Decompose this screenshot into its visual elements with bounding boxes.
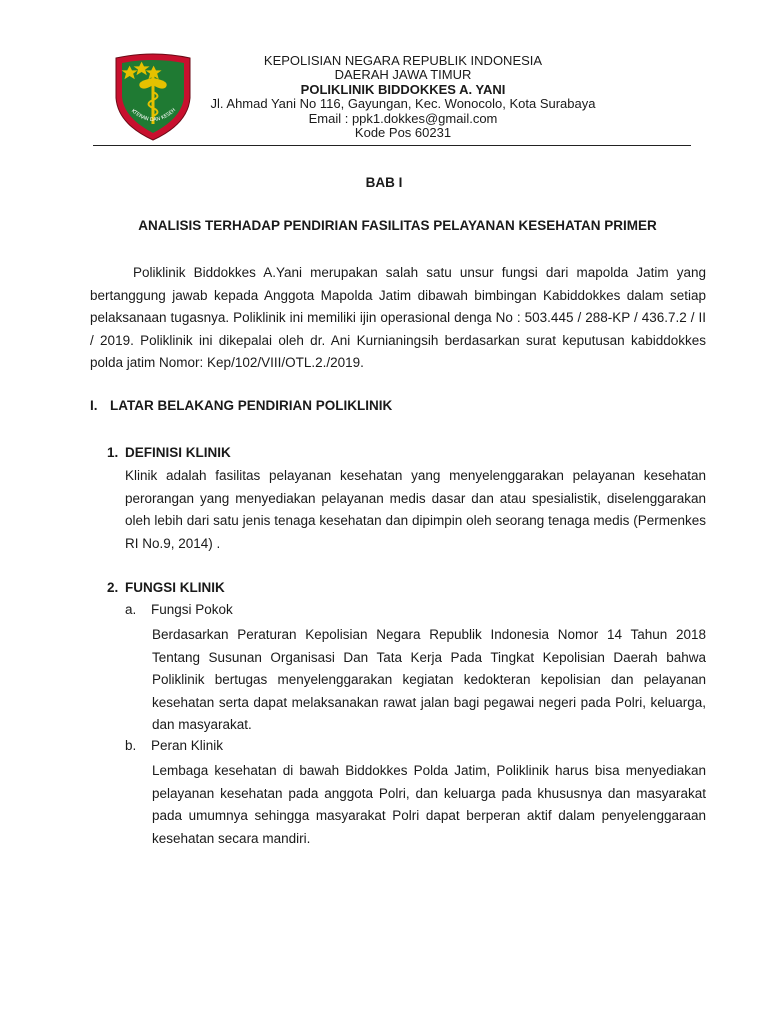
peran-klinik-paragraph: Lembaga kesehatan di bawah Biddokkes Polda Jatim, Poliklinik harus bisa menyediakan pelayanan kesehatan pada anggota Polri, dan keluarga pada khususnya dan masyarakat pada umumnya sehingga masyarakat Polri dapat berperan aktif dalam penyelenggaraan kesehatan secara mandiri.	[152, 763, 706, 846]
chapter-heading: BAB I	[365, 175, 403, 190]
letterhead-institution: KEPOLISIAN NEGARA REPUBLIK INDONESIA	[263, 53, 543, 68]
letterhead-address: Jl. Ahmad Yani No 116, Gayungan, Kec. Wonocolo, Kota Surabaya	[210, 96, 596, 112]
letterhead-email: Email : ppk1.dokkes@gmail.com	[308, 110, 498, 126]
logo-arc-text: KTERAN DAN KESEH	[129, 107, 178, 124]
section-number: I.	[90, 398, 98, 413]
section-heading	[90, 398, 392, 413]
subsection-heading-definisi	[107, 445, 231, 460]
definisi-paragraph: Klinik adalah fasilitas pelayanan kesehatan yang menyelenggarakan pelayanan kesehatan perorangan yang menyediakan pelayanan medis dasar dan atau spesialistik, diselenggarakan oleh lebih dari satu jenis tenaga kesehatan dan dipimpin oleh seorang tenaga medis (Permenkes RI No.9, 2014) .	[125, 468, 706, 551]
list-item-title: Fungsi Pokok	[151, 602, 233, 617]
intro-paragraph: Poliklinik Biddokkes A.Yani merupakan salah satu unsur fungsi dari mapolda Jatim yang bertanggung jawab kepada Anggota Mapolda Jatim dibawah bimbingan Kabiddokkes dalam setiap pelaksanaan tugasnya. Poliklinik ini memiliki ijin operasional denga No : 503.445 / 288-KP / 436.7.2 / II / 2019. Poliklinik ini dikepalai oleh dr. Ani Kurnianingsih berdasarkan surat keputusan kabiddokkes polda jatim Nomor: Kep/102/VIII/OTL.2./2019.	[90, 265, 706, 371]
list-item-title: Peran Klinik	[151, 738, 224, 753]
document-title: ANALISIS TERHADAP PENDIRIAN FASILITAS PELAYANAN KESEHATAN PRIMER	[138, 218, 657, 233]
list-letter: b.	[125, 738, 137, 753]
list-letter: a.	[125, 602, 137, 617]
fungsi-pokok-paragraph: Berdasarkan Peraturan Kepolisian Negara Republik Indonesia Nomor 14 Tahun 2018 Tentang Susunan Organisasi Dan Tata Kerja Pada Tingkat Kepolisian Daerah bahwa Poliklinik bertugas menyelenggarakan kegiatan kedokteran kepolisian dan pelayanan kesehatan serta dapat melaksanakan rawat jalan bagi pegawai negeri pada Polri, keluarga, dan masyarakat.	[152, 627, 706, 733]
subsection-number: 2.	[107, 580, 119, 595]
subsection-number: 1.	[107, 445, 119, 460]
subsection-title: FUNGSI KLINIK	[125, 580, 225, 595]
subsection-title: DEFINISI KLINIK	[125, 445, 231, 460]
letterhead-clinic-name: POLIKLINIK BIDDOKKES A. YANI	[300, 81, 506, 97]
letterhead-divider	[93, 145, 691, 146]
list-item-peran-klinik	[125, 738, 223, 753]
list-item-fungsi-pokok	[125, 602, 233, 617]
letterhead-region: DAERAH JAWA TIMUR	[334, 67, 472, 83]
letterhead-postal-code: Kode Pos 60231	[354, 125, 452, 141]
section-title: LATAR BELAKANG PENDIRIAN POLIKLINIK	[110, 398, 393, 413]
subsection-heading-fungsi	[107, 580, 225, 595]
police-medical-logo	[112, 52, 194, 142]
letterhead	[190, 54, 616, 140]
